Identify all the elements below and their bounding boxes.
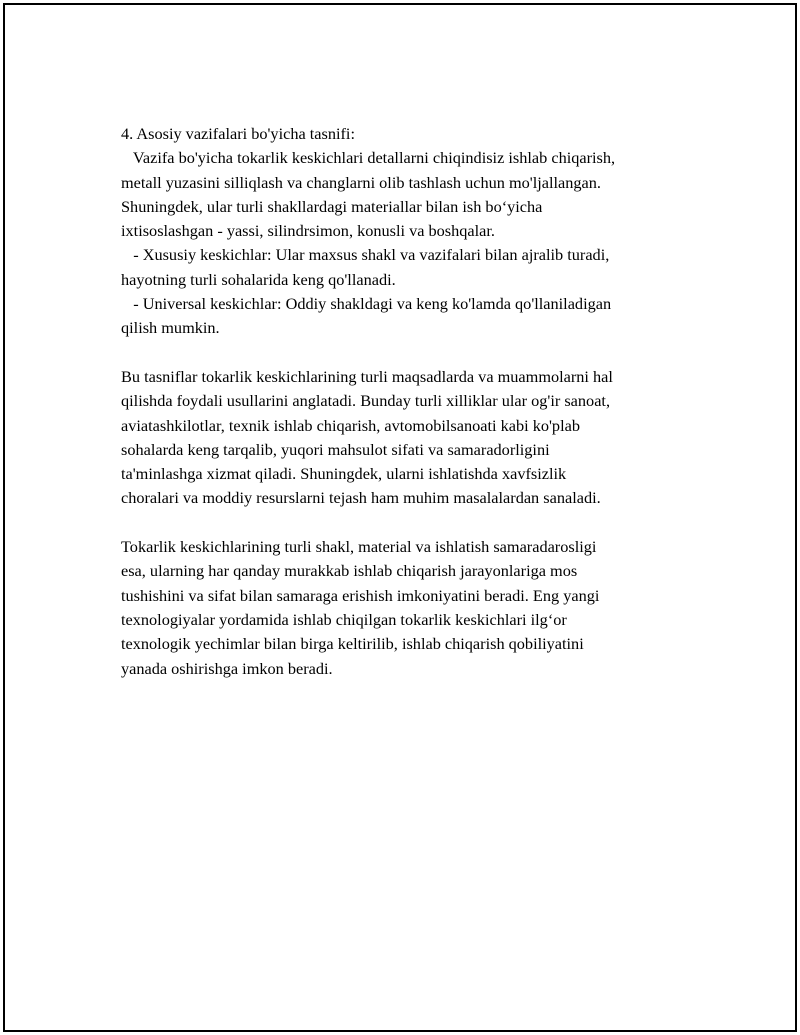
paragraph-spacer <box>121 341 681 365</box>
text-line: choralari va moddiy resurslarni tejash ham muhim masalalardan sanaladi. <box>121 488 601 508</box>
text-line: Vazifa bo'yicha tokarlik keskichlari detallarni chiqindisiz ishlab chiqarish, <box>121 148 616 168</box>
text-line: hayotning turli sohalarida keng qo'llanadi. <box>121 269 396 289</box>
text-line: aviatashkilotlar, texnik ishlab chiqarish, avtomobilsanoati kabi ko'plab <box>121 415 580 435</box>
paragraph-applications <box>121 365 681 511</box>
text-line: texnologik yechimlar bilan birga keltirilib, ishlab chiqarish qobiliyatini <box>121 634 584 654</box>
text-line: sohalarda keng tarqalib, yuqori mahsulot sifati va samaradorligini <box>121 439 550 459</box>
text-line: qilishda foydali usullarini anglatadi. Bunday turli xilliklar ular og'ir sanoat, <box>121 391 611 411</box>
paragraph-spacer <box>121 511 681 535</box>
text-line: ta'minlashga xizmat qiladi. Shuningdek, ularni ishlatishda xavfsizlik <box>121 464 567 484</box>
text-line: Bu tasniflar tokarlik keskichlarining turli maqsadlarda va muammolarni hal <box>121 366 613 386</box>
text-line: esa, ularning har qanday murakkab ishlab chiqarish jarayonlariga mos <box>121 561 578 581</box>
text-line: tushishini va sifat bilan samaraga erishish imkoniyatini beradi. Eng yangi <box>121 585 600 605</box>
text-line: texnologiyalar yordamida ishlab chiqilgan tokarlik keskichlari ilg‘or <box>121 609 567 629</box>
section-classification <box>121 122 681 341</box>
text-line: metall yuzasini silliqlash va changlarni olib tashlash uchun mo'ljallangan. <box>121 172 601 192</box>
paragraph-conclusion <box>121 535 681 681</box>
document-body <box>121 122 681 681</box>
list-item-special-cutters: - Xususiy keskichlar: Ular maxsus shakl va vazifalari bilan ajralib turadi, <box>121 245 610 265</box>
document-page <box>3 3 797 1032</box>
text-line: Tokarlik keskichlarining turli shakl, material va ishlatish samaradarosligi <box>121 537 597 557</box>
list-item-universal-cutters: - Universal keskichlar: Oddiy shakldagi va keng ko'lamda qo'llaniladigan <box>121 294 612 314</box>
text-line: ixtisoslashgan - yassi, silindrsimon, konusli va boshqalar. <box>121 221 495 241</box>
text-line: qilish mumkin. <box>121 318 220 338</box>
section-heading: 4. Asosiy vazifalari bo'yicha tasnifi: <box>121 124 355 143</box>
text-line: yanada oshirishga imkon beradi. <box>121 658 333 678</box>
text-line: Shuningdek, ular turli shakllardagi materiallar bilan ish bo‘yicha <box>121 196 543 216</box>
